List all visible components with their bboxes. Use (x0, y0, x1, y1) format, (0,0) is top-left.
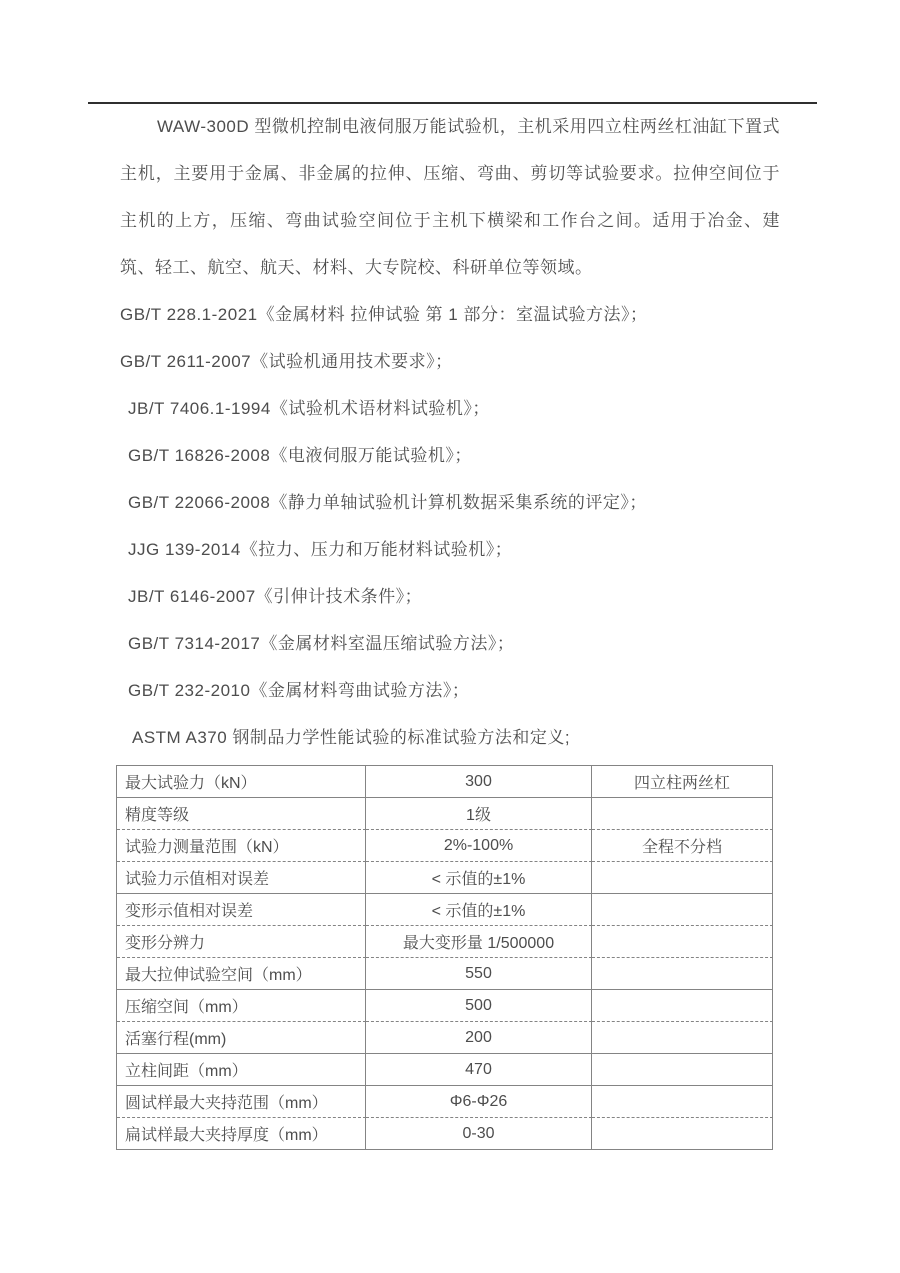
spec-note-cell (592, 1022, 773, 1054)
spec-label-cell: 试验力示值相对误差 (117, 862, 366, 894)
spec-note-cell (592, 894, 773, 926)
standards-list (120, 291, 780, 761)
spec-label-cell: 圆试样最大夹持范围（mm） (117, 1086, 366, 1118)
standard-item: JB/T 6146-2007《引伸计技术条件》； (128, 587, 423, 606)
spec-value-cell: 550 (366, 958, 592, 990)
spec-value-cell: < 示值的±1% (366, 894, 592, 926)
spec-value-cell: 最大变形量 1/500000 (366, 926, 592, 958)
table-row (117, 926, 773, 958)
standard-item: ASTM A370 钢制品力学性能试验的标准试验方法和定义; (132, 728, 571, 747)
table-row (117, 1022, 773, 1054)
intro-paragraph: WAW-300D 型微机控制电液伺服万能试验机，主机采用四立柱两丝杠油缸下置式主机，主要用于金属、非金属的拉伸、压缩、弯曲、剪切等试验要求。拉伸空间位于主机的上方，压缩、弯曲试验空间位于主机下横梁和工作台之间。适用于冶金、建筑、轻工、航空、航天、材料、大专院校、科研单位等领域。 (120, 117, 780, 277)
table-row (117, 1086, 773, 1118)
standard-item: GB/T 232-2010《金属材料弯曲试验方法》； (128, 681, 470, 700)
spec-label-cell: 立柱间距（mm） (117, 1054, 366, 1086)
spec-label-cell: 压缩空间（mm） (117, 990, 366, 1022)
spec-label-cell: 变形分辨力 (117, 926, 366, 958)
spec-value-cell: 470 (366, 1054, 592, 1086)
standard-item: GB/T 16826-2008《电液伺服万能试验机》； (128, 446, 472, 465)
table-row (117, 798, 773, 830)
standard-item: GB/T 22066-2008《静力单轴试验机计算机数据采集系统的评定》； (128, 493, 647, 512)
spec-note-cell (592, 926, 773, 958)
table-row (117, 766, 773, 798)
spec-note-cell (592, 1054, 773, 1086)
spec-note-cell (592, 862, 773, 894)
spec-value-cell: 500 (366, 990, 592, 1022)
standard-item: JB/T 7406.1-1994《试验机术语材料试验机》； (128, 399, 490, 418)
standard-item: GB/T 7314-2017《金属材料室温压缩试验方法》； (128, 634, 515, 653)
table-row (117, 1118, 773, 1150)
spec-label-cell: 变形示值相对误差 (117, 894, 366, 926)
spec-value-cell: 1级 (366, 798, 592, 830)
spec-label-cell: 最大拉伸试验空间（mm） (117, 958, 366, 990)
table-row (117, 958, 773, 990)
spec-note-cell (592, 1086, 773, 1118)
table-row (117, 1054, 773, 1086)
spec-note-cell (592, 990, 773, 1022)
spec-note-cell (592, 798, 773, 830)
spec-value-cell: < 示值的±1% (366, 862, 592, 894)
table-row (117, 862, 773, 894)
spec-value-cell: 0-30 (366, 1118, 592, 1150)
standard-item: GB/T 228.1-2021《金属材料 拉伸试验 第 1 部分：室温试验方法》； (120, 305, 648, 324)
spec-value-cell: Φ6-Φ26 (366, 1086, 592, 1118)
standard-item: GB/T 2611-2007《试验机通用技术要求》； (120, 352, 453, 371)
document-content (120, 103, 780, 1150)
spec-label-cell: 活塞行程(mm) (117, 1022, 366, 1054)
spec-note-cell (592, 1118, 773, 1150)
spec-note-cell: 四立柱两丝杠 (592, 766, 773, 798)
spec-label-cell: 扁试样最大夹持厚度（mm） (117, 1118, 366, 1150)
table-row (117, 894, 773, 926)
spec-table (116, 765, 773, 1150)
spec-note-cell: 全程不分档 (592, 830, 773, 862)
spec-value-cell: 200 (366, 1022, 592, 1054)
spec-label-cell: 试验力测量范围（kN） (117, 830, 366, 862)
table-row (117, 830, 773, 862)
spec-label-cell: 最大试验力（kN） (117, 766, 366, 798)
spec-value-cell: 300 (366, 766, 592, 798)
standard-item: JJG 139-2014《拉力、压力和万能材料试验机》； (128, 540, 513, 559)
spec-label-cell: 精度等级 (117, 798, 366, 830)
table-row (117, 990, 773, 1022)
spec-note-cell (592, 958, 773, 990)
spec-value-cell: 2%-100% (366, 830, 592, 862)
